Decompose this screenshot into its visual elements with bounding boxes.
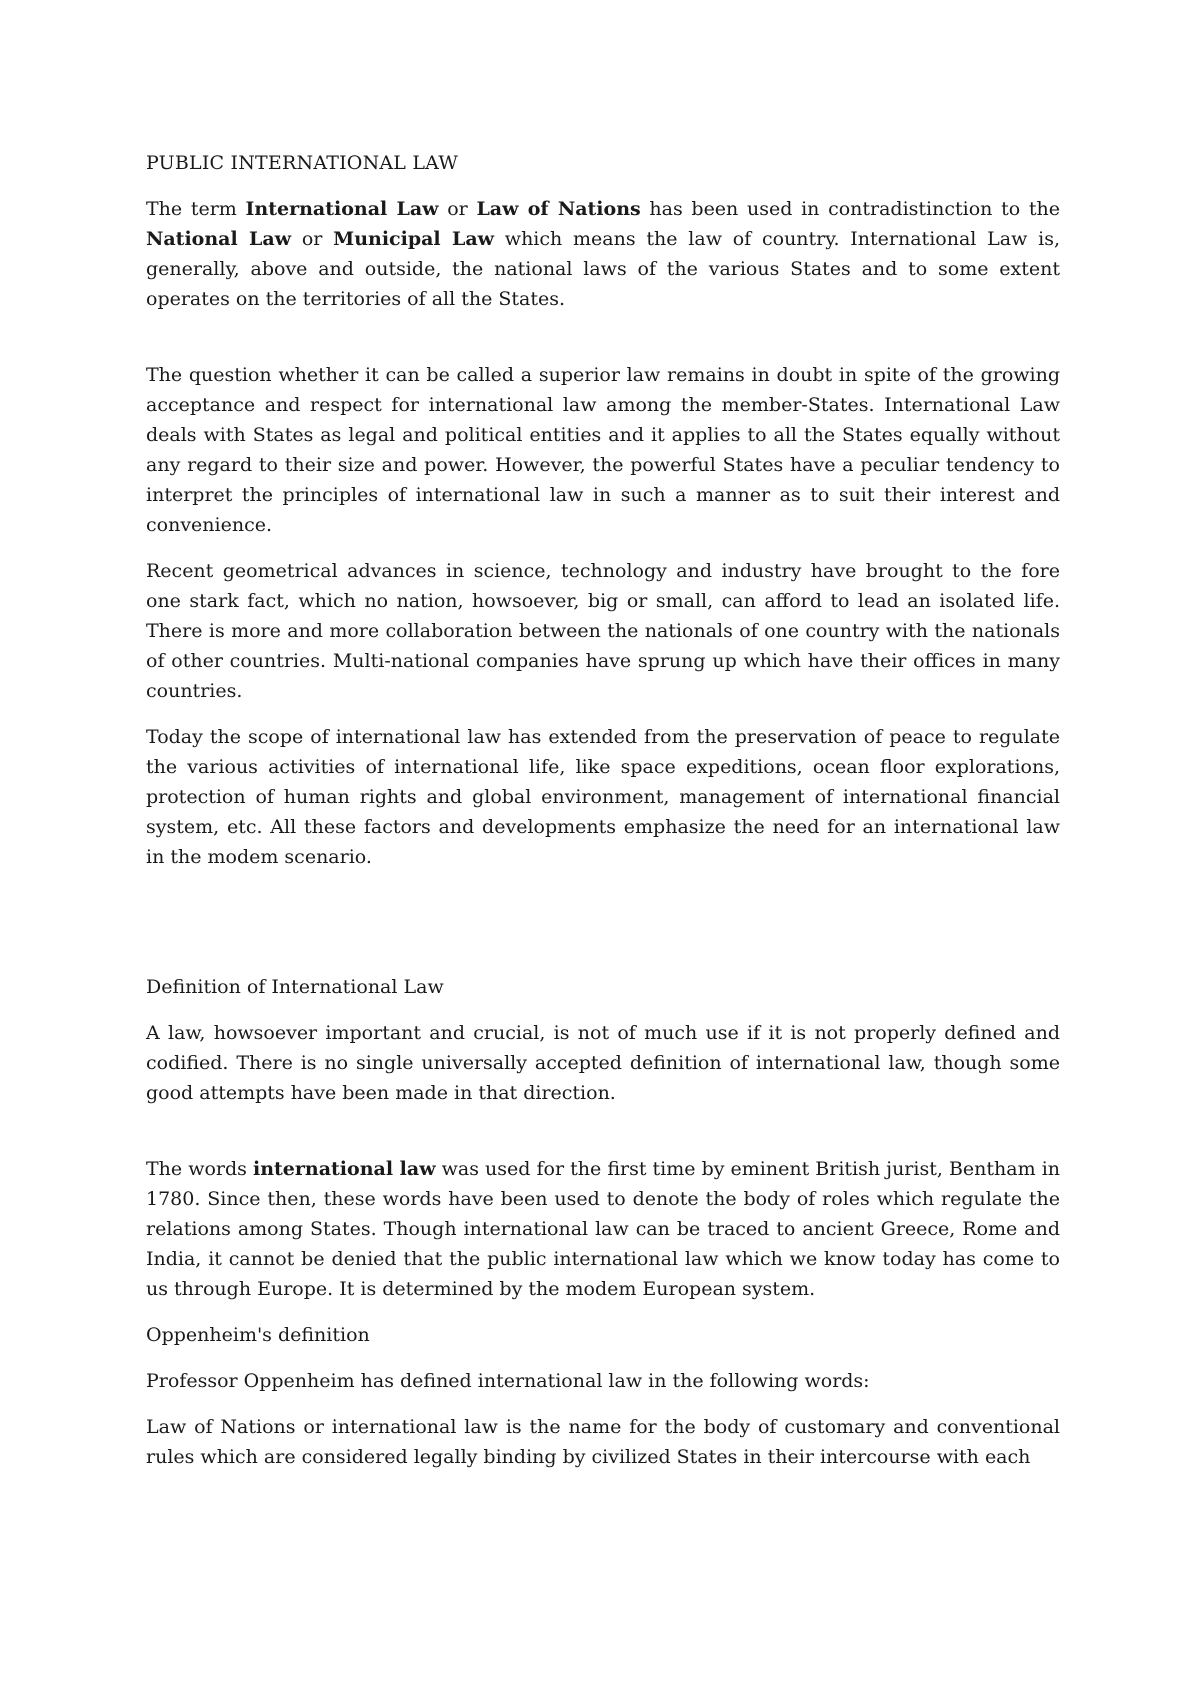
bold-term-international-law: International Law — [245, 198, 439, 220]
paragraph-scope: Today the scope of international law has extended from the preservation of peace to regulate the various activities of international life, like space expeditions, ocean floor explorations, protection of human rights and global environment, management of international financial system, etc. All these factors and developments emphasize the need for an international law in the modem scenario. — [146, 726, 1060, 868]
paragraph-intro — [146, 194, 1060, 314]
text-run: or — [291, 228, 334, 250]
paragraph-bentham — [146, 1154, 1060, 1304]
text-run: was used for the first time by eminent British jurist, Bentham in 1780. Since then, these words have been used to denote the body of roles which regulate the relations among States. Though international law can be traced to ancient Greece, Rome and India, it cannot be denied that the public international law which we know today has come to us through Europe. It is determined by the modem European system. — [146, 1158, 1061, 1300]
bold-term-international-law-words: international law — [253, 1158, 436, 1180]
text-run: The words — [146, 1158, 253, 1180]
text-run: or — [438, 198, 477, 220]
paragraph-advances: Recent geometrical advances in science, technology and industry have brought to the fore one stark fact, which no nation, howsoever, big or small, can afford to lead an isolated life. There is more and more collaboration between the nationals of one country with the nationals of other countries. Multi-national companies have sprung up which have their offices in many countries. — [146, 560, 1060, 702]
bold-term-municipal-law: Municipal Law — [333, 228, 495, 250]
paragraph-oppenheim-quote: Law of Nations or international law is the name for the body of customary and conventional rules which are considered legally binding by civilized States in their intercourse with each — [146, 1416, 1060, 1468]
document-title: PUBLIC INTERNATIONAL LAW — [146, 152, 459, 174]
text-run: which means the law of country. International Law is, generally, above and outside, the national laws of the various States and to some extent operates on the territories of all the States. — [146, 228, 1060, 310]
heading-oppenheim: Oppenheim's definition — [146, 1324, 370, 1346]
text-run: The term — [146, 198, 246, 220]
bold-term-national-law: National Law — [146, 228, 292, 250]
bold-term-law-of-nations: Law of Nations — [476, 198, 641, 220]
heading-definition: Definition of International Law — [146, 976, 444, 998]
paragraph-oppenheim-intro: Professor Oppenheim has defined international law in the following words: — [146, 1370, 870, 1392]
text-run: has been used in contradistinction to the — [640, 198, 1060, 220]
paragraph-definition-intro: A law, howsoever important and crucial, is not of much use if it is not properly defined and codified. There is no single universally accepted definition of international law, though some good attempts have been made in that direction. — [146, 1022, 1060, 1104]
document-body — [146, 148, 1060, 1472]
paragraph-superior-law: The question whether it can be called a superior law remains in doubt in spite of the growing acceptance and respect for international law among the member-States. International Law deals with States as legal and political entities and it applies to all the States equally without any regard to their size and power. However, the powerful States have a peculiar tendency to interpret the principles of international law in such a manner as to suit their interest and convenience. — [146, 364, 1060, 536]
